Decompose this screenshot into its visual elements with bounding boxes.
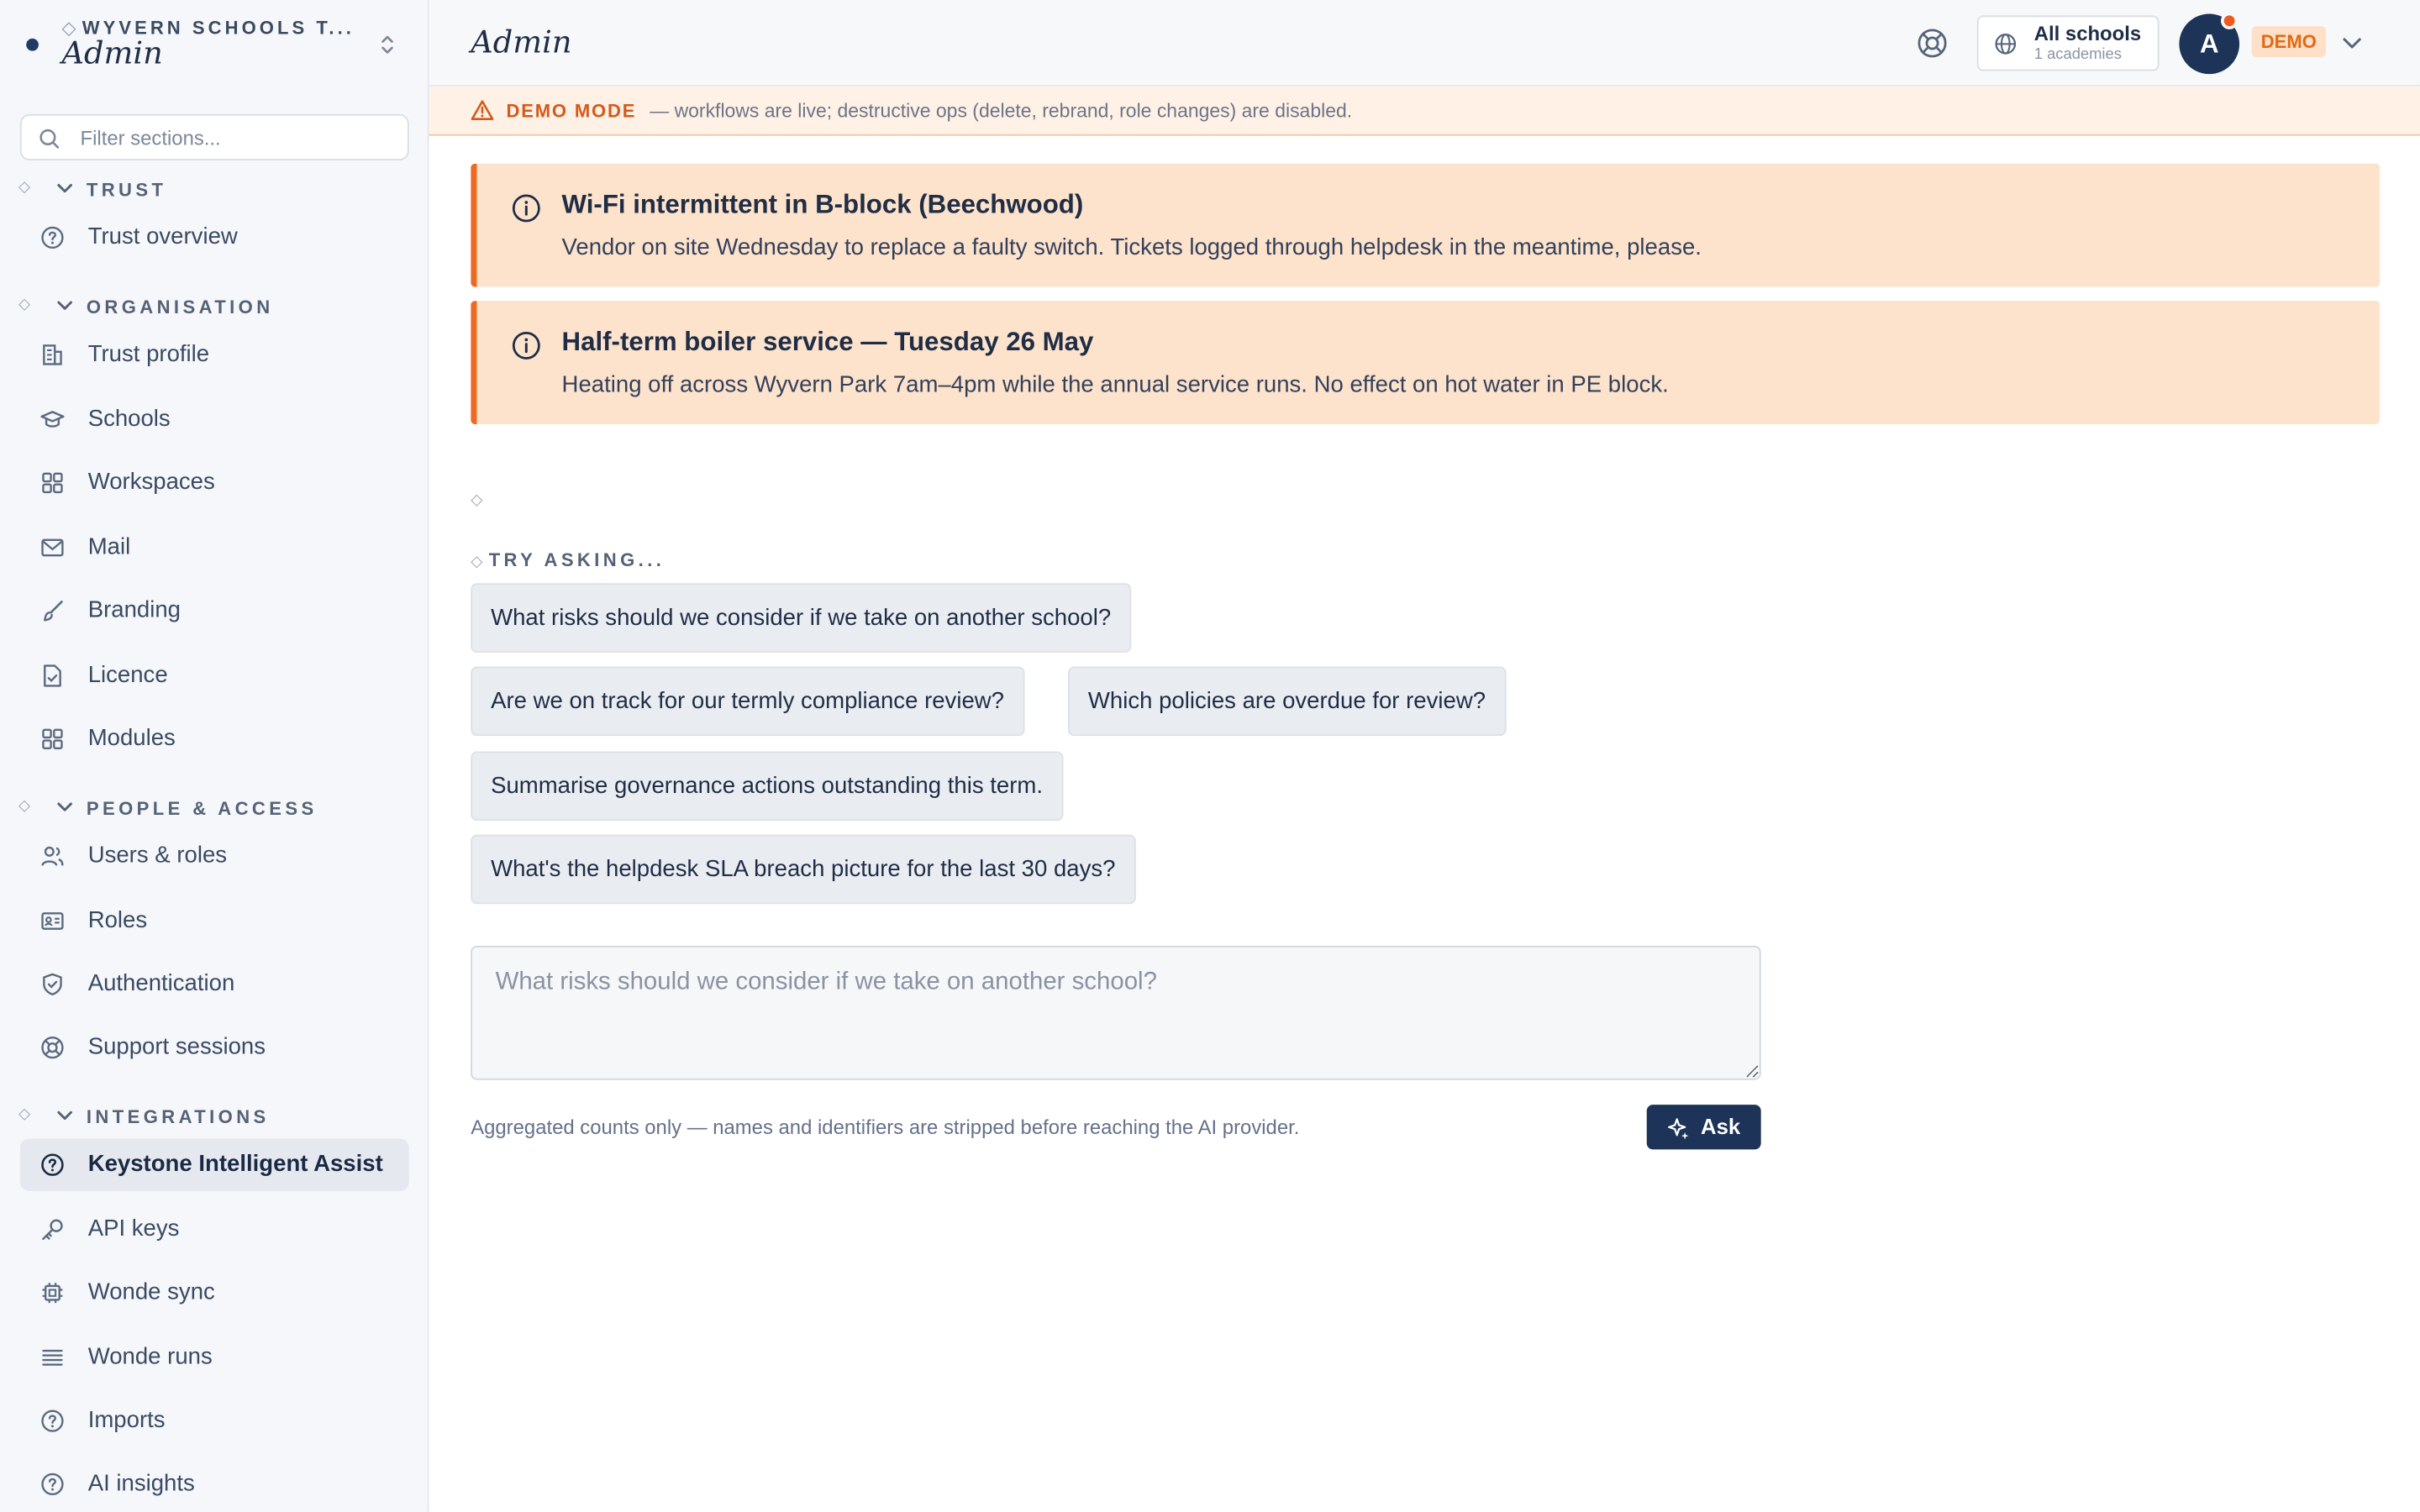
main-content — [429, 0, 2420, 1512]
chevron-updown-icon[interactable] — [378, 33, 397, 57]
help-circle-icon — [40, 225, 65, 249]
sidebar-item-workspaces[interactable] — [20, 457, 409, 509]
org-switcher[interactable] — [0, 0, 429, 87]
sidebar-item-keystone-intelligent-assist[interactable] — [20, 1138, 409, 1190]
sidebar-item-wonde-runs[interactable] — [20, 1331, 409, 1383]
chevron-down-icon — [55, 181, 74, 196]
section-header-integrations[interactable] — [0, 1103, 429, 1131]
chevron-down-icon — [55, 1108, 74, 1123]
notice-card — [471, 301, 2380, 424]
try-asking-header — [471, 549, 665, 571]
brush-icon — [40, 599, 65, 623]
section-label: TRUST — [86, 179, 167, 201]
sidebar-item-label: Wonde sync — [87, 1278, 215, 1305]
file-check-icon — [40, 664, 65, 688]
school-selector-label: All schools — [2033, 21, 2142, 45]
demo-mode-banner — [429, 87, 2420, 136]
section-label: ORGANISATION — [86, 296, 274, 318]
sidebar-item-label: Mail — [87, 533, 131, 560]
sidebar-item-roles[interactable] — [20, 895, 409, 947]
grid-icon — [40, 470, 65, 495]
help-circle-icon — [40, 1472, 65, 1496]
sidebar-item-branding[interactable] — [20, 585, 409, 637]
section-label: INTEGRATIONS — [86, 1105, 270, 1128]
sidebar-item-label: API keys — [87, 1215, 180, 1242]
suggestion-chip[interactable]: Are we on track for our termly compliance review? — [471, 666, 1024, 736]
sidebar-item-ai-insights[interactable] — [20, 1458, 409, 1510]
sidebar-item-label: Licence — [87, 661, 168, 689]
warning-icon — [471, 99, 494, 123]
sidebar-item-label: Trust overview — [87, 223, 238, 250]
info-icon — [511, 330, 542, 361]
sidebar-item-label: AI insights — [87, 1470, 195, 1497]
list-icon — [40, 1346, 65, 1370]
avatar[interactable]: A — [2179, 14, 2239, 75]
status-dot — [26, 39, 39, 51]
section-header-organisation[interactable] — [0, 293, 429, 321]
key-icon — [40, 1217, 65, 1242]
notice-body: Vendor on site Wednesday to replace a faulty switch. Tickets logged through helpdesk in the meantime, please. — [561, 234, 1702, 261]
sidebar-item-schools[interactable] — [20, 393, 409, 445]
mail-icon — [40, 535, 65, 559]
sidebar-item-authentication[interactable] — [20, 958, 409, 1011]
search-icon — [39, 128, 60, 150]
notice-title: Half-term boiler service — Tuesday 26 May — [561, 327, 1094, 357]
diamond-icon: ◇ — [18, 296, 31, 313]
demo-mode-label: DEMO MODE — [506, 100, 637, 123]
demo-badge: DEMO — [2252, 26, 2326, 57]
suggestion-chip[interactable]: What's the helpdesk SLA breach picture for the last 30 days? — [471, 835, 1135, 905]
diamond-icon: ◇ — [18, 179, 31, 197]
sidebar-item-mail[interactable] — [20, 522, 409, 574]
sparkle-icon — [1667, 1117, 1691, 1141]
school-selector-sub: 1 academies — [2033, 46, 2122, 64]
users-icon — [40, 844, 65, 869]
diamond-icon: ◇ — [471, 491, 483, 510]
diamond-icon: ◇ — [471, 554, 483, 571]
org-name: WYVERN SCHOOLS T... — [82, 17, 355, 39]
building-icon — [40, 343, 65, 367]
shield-check-icon — [40, 972, 65, 996]
filter-input[interactable] — [81, 122, 397, 153]
sidebar-item-users-roles[interactable] — [20, 830, 409, 882]
lifebuoy-icon[interactable] — [1915, 26, 1949, 60]
sidebar-item-label: Wonde runs — [87, 1343, 213, 1370]
diamond-icon: ◇ — [18, 797, 31, 815]
help-circle-icon — [40, 1152, 65, 1177]
sidebar-item-api-keys[interactable] — [20, 1204, 409, 1256]
demo-mode-message: — workflows are live; destructive ops (delete, rebrand, role changes) are disabled. — [650, 100, 1353, 123]
sidebar-item-imports[interactable] — [20, 1394, 409, 1446]
sidebar-item-trust-profile[interactable] — [20, 328, 409, 381]
notice-body: Heating off across Wyvern Park 7am–4pm while the annual service runs. No effect on hot water in PE block. — [561, 371, 1669, 398]
sidebar-item-label: Support sessions — [87, 1033, 266, 1060]
section-label: PEOPLE & ACCESS — [86, 797, 318, 820]
sidebar-item-label: Roles — [87, 906, 148, 934]
sidebar-item-support-sessions[interactable] — [20, 1021, 409, 1074]
help-circle-icon — [40, 1409, 65, 1433]
sidebar-item-licence[interactable] — [20, 649, 409, 701]
suggestion-chip[interactable]: What risks should we consider if we take on another school? — [471, 583, 1131, 653]
diamond-icon: ◇ — [18, 1105, 31, 1124]
graduation-cap-icon — [40, 407, 65, 432]
sidebar-item-label: Workspaces — [87, 469, 215, 496]
notice-card — [471, 164, 2380, 287]
question-input[interactable] — [471, 946, 1760, 1080]
filter-sections[interactable] — [20, 114, 409, 160]
sidebar-item-label: Authentication — [87, 970, 235, 997]
grid-icon — [40, 727, 65, 751]
ask-button[interactable] — [1647, 1105, 1761, 1149]
privacy-disclaimer: Aggregated counts only — names and identifiers are stripped before reaching the AI provider. — [471, 1115, 1300, 1139]
sidebar — [0, 0, 429, 1512]
page-title: Admin — [471, 23, 572, 60]
sidebar-item-label: Keystone Intelligent Assist — [87, 1151, 383, 1178]
info-icon — [511, 193, 542, 224]
section-header-trust[interactable] — [0, 176, 429, 203]
sidebar-item-label: Modules — [87, 725, 176, 752]
sidebar-item-label: Trust profile — [87, 340, 210, 368]
sidebar-item-label: Imports — [87, 1407, 166, 1434]
ask-button-label: Ask — [1701, 1114, 1741, 1139]
top-bar — [429, 0, 2420, 87]
notice-title: Wi-Fi intermittent in B-block (Beechwood) — [561, 189, 1084, 219]
sidebar-item-label: Branding — [87, 596, 181, 624]
notification-dot — [2221, 13, 2238, 29]
globe-icon — [1994, 33, 2018, 56]
sidebar-item-modules[interactable] — [20, 713, 409, 765]
sidebar-title: Admin — [61, 34, 163, 71]
sidebar-item-label: Users & roles — [87, 842, 228, 869]
school-selector[interactable] — [1977, 15, 2160, 71]
sidebar-item-trust-overview[interactable] — [20, 212, 409, 264]
suggestion-chip[interactable]: Summarise governance actions outstanding this term. — [471, 751, 1063, 821]
sidebar-item-label: Schools — [87, 406, 171, 433]
chevron-down-icon — [55, 297, 74, 312]
chip-icon — [40, 1280, 65, 1305]
lifebuoy-icon — [40, 1035, 65, 1059]
chevron-down-icon[interactable] — [2341, 33, 2363, 55]
diamond-icon: ◇ — [61, 17, 76, 39]
id-card-icon — [40, 909, 65, 933]
suggestion-chip[interactable]: Which policies are overdue for review? — [1068, 666, 1506, 736]
try-asking-label: TRY ASKING... — [488, 549, 666, 571]
sidebar-item-wonde-sync[interactable] — [20, 1267, 409, 1319]
section-header-people-access[interactable] — [0, 795, 429, 822]
chevron-down-icon — [55, 799, 74, 814]
